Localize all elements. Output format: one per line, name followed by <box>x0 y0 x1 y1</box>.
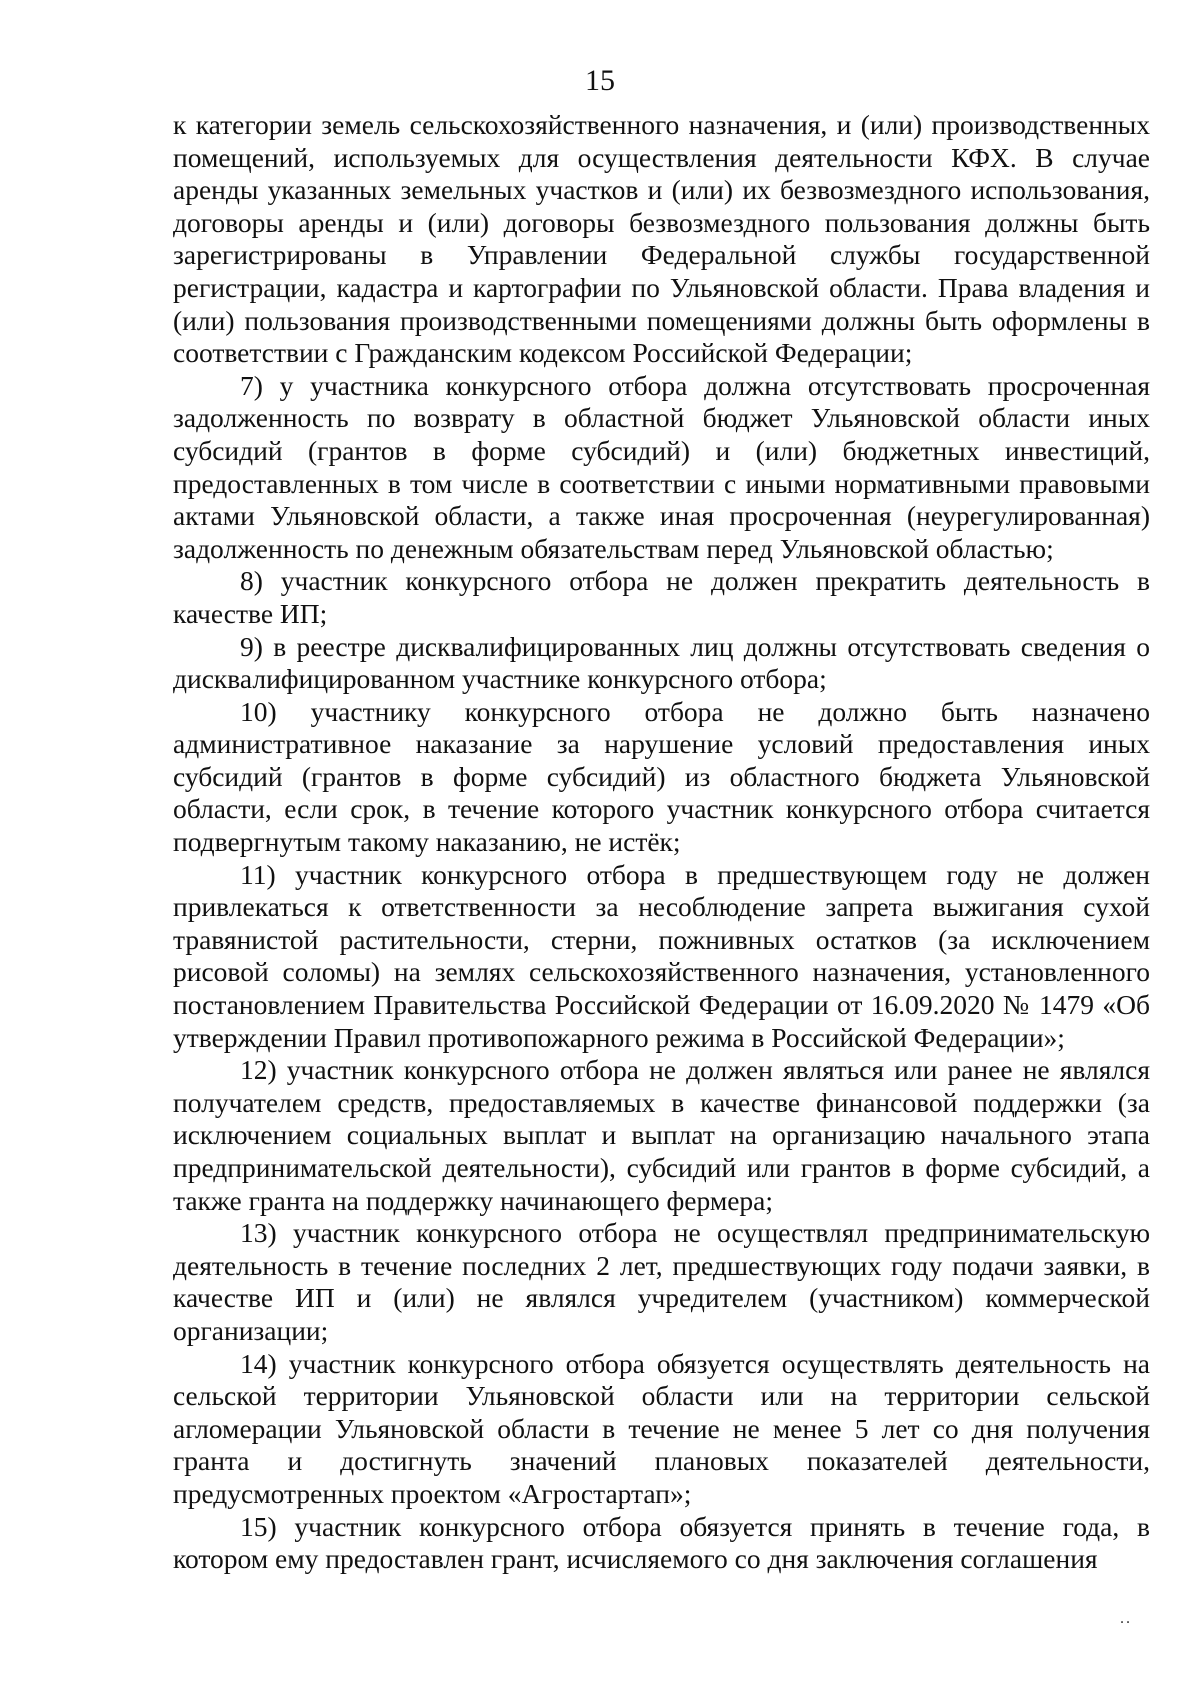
paragraph-item-10: 10) участнику конкурсного отбора не должно быть назначено административное наказание за нарушение условий предоставления иных субсидий (грантов в форме субсидий) из областного бюджета Ульяновской области, если срок, в течение которого участник конкурсного отбора считается подвергнутым такому наказанию, не истёк; <box>173 695 1150 858</box>
scan-speck-mark: ˙˙ <box>1119 1617 1131 1637</box>
page-number: 15 <box>585 64 615 97</box>
paragraph-item-7: 7) у участника конкурсного отбора должна отсутствовать просроченная задолженность по возврату в областной бюджет Ульяновской области иных субсидий (грантов в форме субсидий) и (или) бюджетных инвестиций, предоставленных в том числе в соответствии с иными нормативными правовыми актами Ульяновской области, а также иная просроченная (неурегулированная) задолженность по денежным обязательствам перед Ульяновской областью; <box>173 369 1150 564</box>
paragraph-item-15: 15) участник конкурсного отбора обязуется принять в течение года, в котором ему предоставлен грант, исчисляемого со дня заключения соглашения <box>173 1510 1150 1575</box>
paragraph-item-9: 9) в реестре дисквалифицированных лиц должны отсутствовать сведения о дисквалифицированном участнике конкурсного отбора; <box>173 630 1150 695</box>
paragraph-item-14: 14) участник конкурсного отбора обязуется осуществлять деятельность на сельской территории Ульяновской области или на территории сельской агломерации Ульяновской области в течение не менее 5 лет со дня получения гранта и достигнуть значений плановых показателей деятельности, предусмотренных проектом «Агростартап»; <box>173 1347 1150 1509</box>
document-body <box>173 109 1150 1576</box>
paragraph-item-11: 11) участник конкурсного отбора в предшествующем году не должен привлекаться к ответственности за несоблюдение запрета выжигания сухой травянистой растительности, стерни, пожнивных остатков (за исключением рисовой соломы) на землях сельскохозяйственного назначения, установленного постановлением Правительства Российской Федерации от 16.09.2020 № 1479 «Об утверждении Правил противопожарного режима в Российской Федерации»; <box>173 858 1150 1053</box>
paragraph-item-12: 12) участник конкурсного отбора не должен являться или ранее не являлся получателем средств, предоставляемых в качестве финансовой поддержки (за исключением социальных выплат и выплат на организацию начального этапа предпринимательской деятельности), субсидий или грантов в форме субсидий, а также гранта на поддержку начинающего фермера; <box>173 1054 1150 1216</box>
paragraph-item-13: 13) участник конкурсного отбора не осуществлял предпринимательскую деятельность в течение последних 2 лет, предшествующих году подачи заявки, в качестве ИП и (или) не являлся учредителем (участником) коммерческой организации; <box>173 1217 1150 1346</box>
paragraph-continuation: к категории земель сельскохозяйственного назначения, и (или) производственных помещений, используемых для осуществления деятельности КФХ. В случае аренды указанных земельных участков и (или) их безвозмездного использования, договоры аренды и (или) договоры безвозмездного пользования должны быть зарегистрированы в Управлении Федеральной службы государственной регистрации, кадастра и картографии по Ульяновской области. Права владения и (или) пользования производственными помещениями должны быть оформлены в соответствии с Гражданским кодексом Российской Федерации; <box>173 109 1150 369</box>
paragraph-item-8: 8) участник конкурсного отбора не должен прекратить деятельность в качестве ИП; <box>173 565 1150 629</box>
